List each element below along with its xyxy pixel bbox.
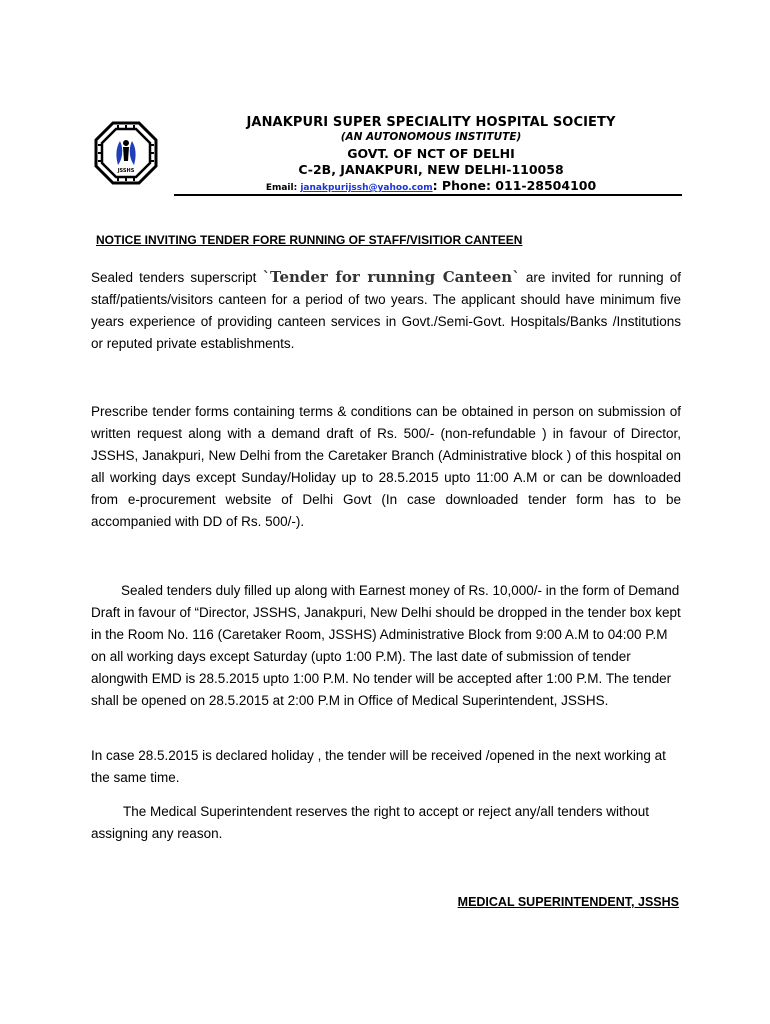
org-subtitle: (AN AUTONOMOUS INSTITUTE) [340, 131, 522, 143]
paragraph-2: Prescribe tender forms containing terms & conditions can be obtained in person on submission of written request along with a demand draft of Rs. 500/- (non-refundable ) in favour of Director, JSSHS, Janakpuri, New Delhi from the Caretaker Branch (Administrative block ) of this hospital on all working days except Sunday/Holiday up to 28.5.2015 upto 11:00 A.M or can be downloaded from e-procurement website of Delhi Govt (In case downloaded tender form has to be accompanied with DD of Rs. 500/-). [91, 404, 681, 529]
notice-title: NOTICE INVITING TENDER FORE RUNNING OF STAFF/VISITIOR CANTEEN [96, 233, 523, 247]
email-link[interactable]: janakpurijssh@yahoo.com [300, 183, 433, 193]
paragraph-5: The Medical Superintendent reserves the right to accept or reject any/all tenders without assigning any reason. [91, 804, 650, 841]
paragraph-4: In case 28.5.2015 is declared holiday , the tender will be received /opened in the next working at the same time. [91, 748, 666, 785]
tender-superscript: `Tender for running Canteen` [262, 268, 520, 286]
contact-line [176, 178, 686, 193]
email-label: Email: [265, 183, 301, 193]
paragraph-1-post: are invited for running of staff/patients/visitors canteen for a period of two years. The applicant should have minimum five years experience of providing canteen services in Govt./Semi-Govt. Hospitals/Banks /Institutions or reputed private establishments. [91, 270, 681, 351]
paragraph-1 [91, 266, 681, 355]
hospital-logo [94, 121, 158, 185]
phone-text: : Phone: 011-28504100 [432, 178, 597, 193]
org-name: JANAKPURI SUPER SPECIALITY HOSPITAL SOCIETY [246, 115, 616, 130]
header-divider [174, 194, 682, 196]
logo-text: JSSHS [117, 168, 135, 174]
org-govt: GOVT. OF NCT OF DELHI [347, 146, 515, 161]
org-address: C-2B, JANAKPURI, NEW DELHI-110058 [298, 162, 564, 177]
signature: MEDICAL SUPERINTENDENT, JSSHS [457, 895, 679, 909]
paragraph-3: Sealed tenders duly filled up along with Earnest money of Rs. 10,000/- in the form of Demand Draft in favour of “Director, JSSHS, Janakpuri, New Delhi should be dropped in the tender box kept in the Room No. 116 (Caretaker Room, JSSHS) Administrative Block from 9:00 A.M to 04:00 P.M on all working days except Saturday (upto 1:00 P.M). The last date of submission of tender alongwith EMD is 28.5.2015 upto 1:00 P.M. No tender will be accepted after 1:00 P.M. The tender shall be opened on 28.5.2015 at 2:00 P.M in Office of Medical Superintendent, JSSHS. [91, 583, 681, 708]
paragraph-1-pre: Sealed tenders superscript [91, 270, 263, 285]
